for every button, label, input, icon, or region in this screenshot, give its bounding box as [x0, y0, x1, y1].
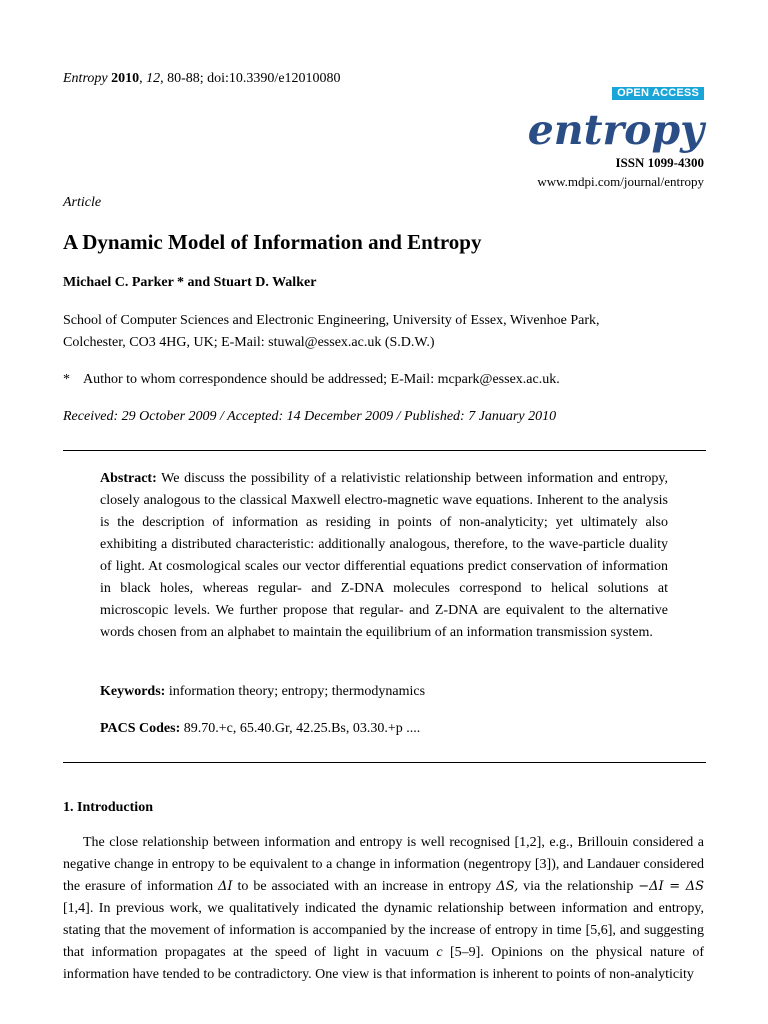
divider-top: [63, 450, 706, 451]
keywords-text: information theory; entropy; thermodynamics: [168, 684, 426, 699]
article-type: Article: [63, 195, 102, 210]
math-c: c: [436, 945, 443, 960]
abstract-label: Abstract:: [100, 471, 157, 486]
volume: 12: [146, 71, 161, 86]
pacs-label: PACS Codes:: [100, 721, 181, 736]
pacs-text: 89.70.+c, 65.40.Gr, 42.25.Bs, 03.30.+p ....: [183, 721, 421, 736]
section-heading: 1. Introduction: [63, 800, 153, 815]
para-text: to be associated with an increase in entropy: [232, 879, 497, 894]
abstract-text: We discuss the possibility of a relativistic relationship between information and entropy, closely analogous to the classical Maxwell electro-magnetic wave equations. Inherent to the analysis is the description of information as residing in points of non-analyticity; yet ultimately also exhibiting a distributed characteristic: additionally analogous, therefore, to the wave-particle duality of light. At cosmological scales our vector differential equations predict conservation of information in black holes, whereas regular- and Z-DNA molecules correspond to helical solutions at microscopic levels. We further propose that regular- and Z-DNA are equivalent to the alternative words chosen from an alphabet to maintain the equilibrium of an information transmission system.: [100, 471, 668, 640]
pacs-line: [100, 718, 420, 740]
open-access-badge: OPEN ACCESS: [612, 87, 704, 100]
year: 2010: [111, 71, 140, 86]
intro-paragraph: [63, 832, 704, 986]
math-delta-i: ΔI: [218, 879, 233, 894]
correspondence-star: *: [63, 372, 70, 387]
divider-bottom: [63, 762, 706, 763]
correspondence-text: Author to whom correspondence should be addressed; E-Mail: mcpark@essex.ac.uk.: [83, 372, 560, 387]
journal-url[interactable]: www.mdpi.com/journal/entropy: [537, 174, 704, 189]
affiliation: [63, 310, 703, 354]
para-text: via the relationship: [518, 879, 639, 894]
publication-dates: Received: 29 October 2009 / Accepted: 14 December 2009 / Published: 7 January 2010: [63, 409, 557, 424]
issn: ISSN 1099-4300: [615, 155, 704, 170]
keywords-label: Keywords:: [100, 684, 166, 699]
affiliation-line: School of Computer Sciences and Electronic Engineering, University of Essex, Wivenhoe Park,: [63, 313, 600, 328]
paper-title: A Dynamic Model of Information and Entropy: [63, 230, 482, 254]
para-text: [5–9]. Opinions on the physical nature of information have tended to be contradictory. One view is that information is inherent to points of non-analyticity: [63, 945, 704, 982]
journal-logo: entropy: [527, 106, 704, 154]
abstract-block: [100, 468, 668, 644]
correspondence-note: [63, 369, 560, 391]
journal-name: Entropy: [63, 71, 108, 86]
para-text: [1,4]. In previous work, we qualitatively indicated the dynamic relationship between information and entropy, stating that the movement of information is accompanied by the increase of entropy in time [5,6], and suggesting that information propagates at the speed of light in vacuum: [63, 901, 704, 960]
keywords-line: [100, 681, 425, 703]
para-text: The close relationship between information and entropy is well recognised [1,2], e.g., Brillouin considered a negative change in entropy to be equivalent to a change in information (negentropy [3]), and Landauer considered the erasure of information: [63, 835, 704, 894]
math-relation: −ΔI = ΔS: [638, 879, 705, 894]
math-delta-s: ΔS,: [496, 879, 519, 894]
authors: Michael C. Parker * and Stuart D. Walker: [63, 275, 317, 290]
citation-line: Entropy 2010, 12, 80-88; doi:10.3390/e12010080: [63, 71, 341, 86]
affiliation-line: Colchester, CO3 4HG, UK; E-Mail: stuwal@essex.ac.uk (S.D.W.): [63, 335, 435, 350]
pages-doi: , 80-88; doi:10.3390/e12010080: [160, 71, 341, 86]
